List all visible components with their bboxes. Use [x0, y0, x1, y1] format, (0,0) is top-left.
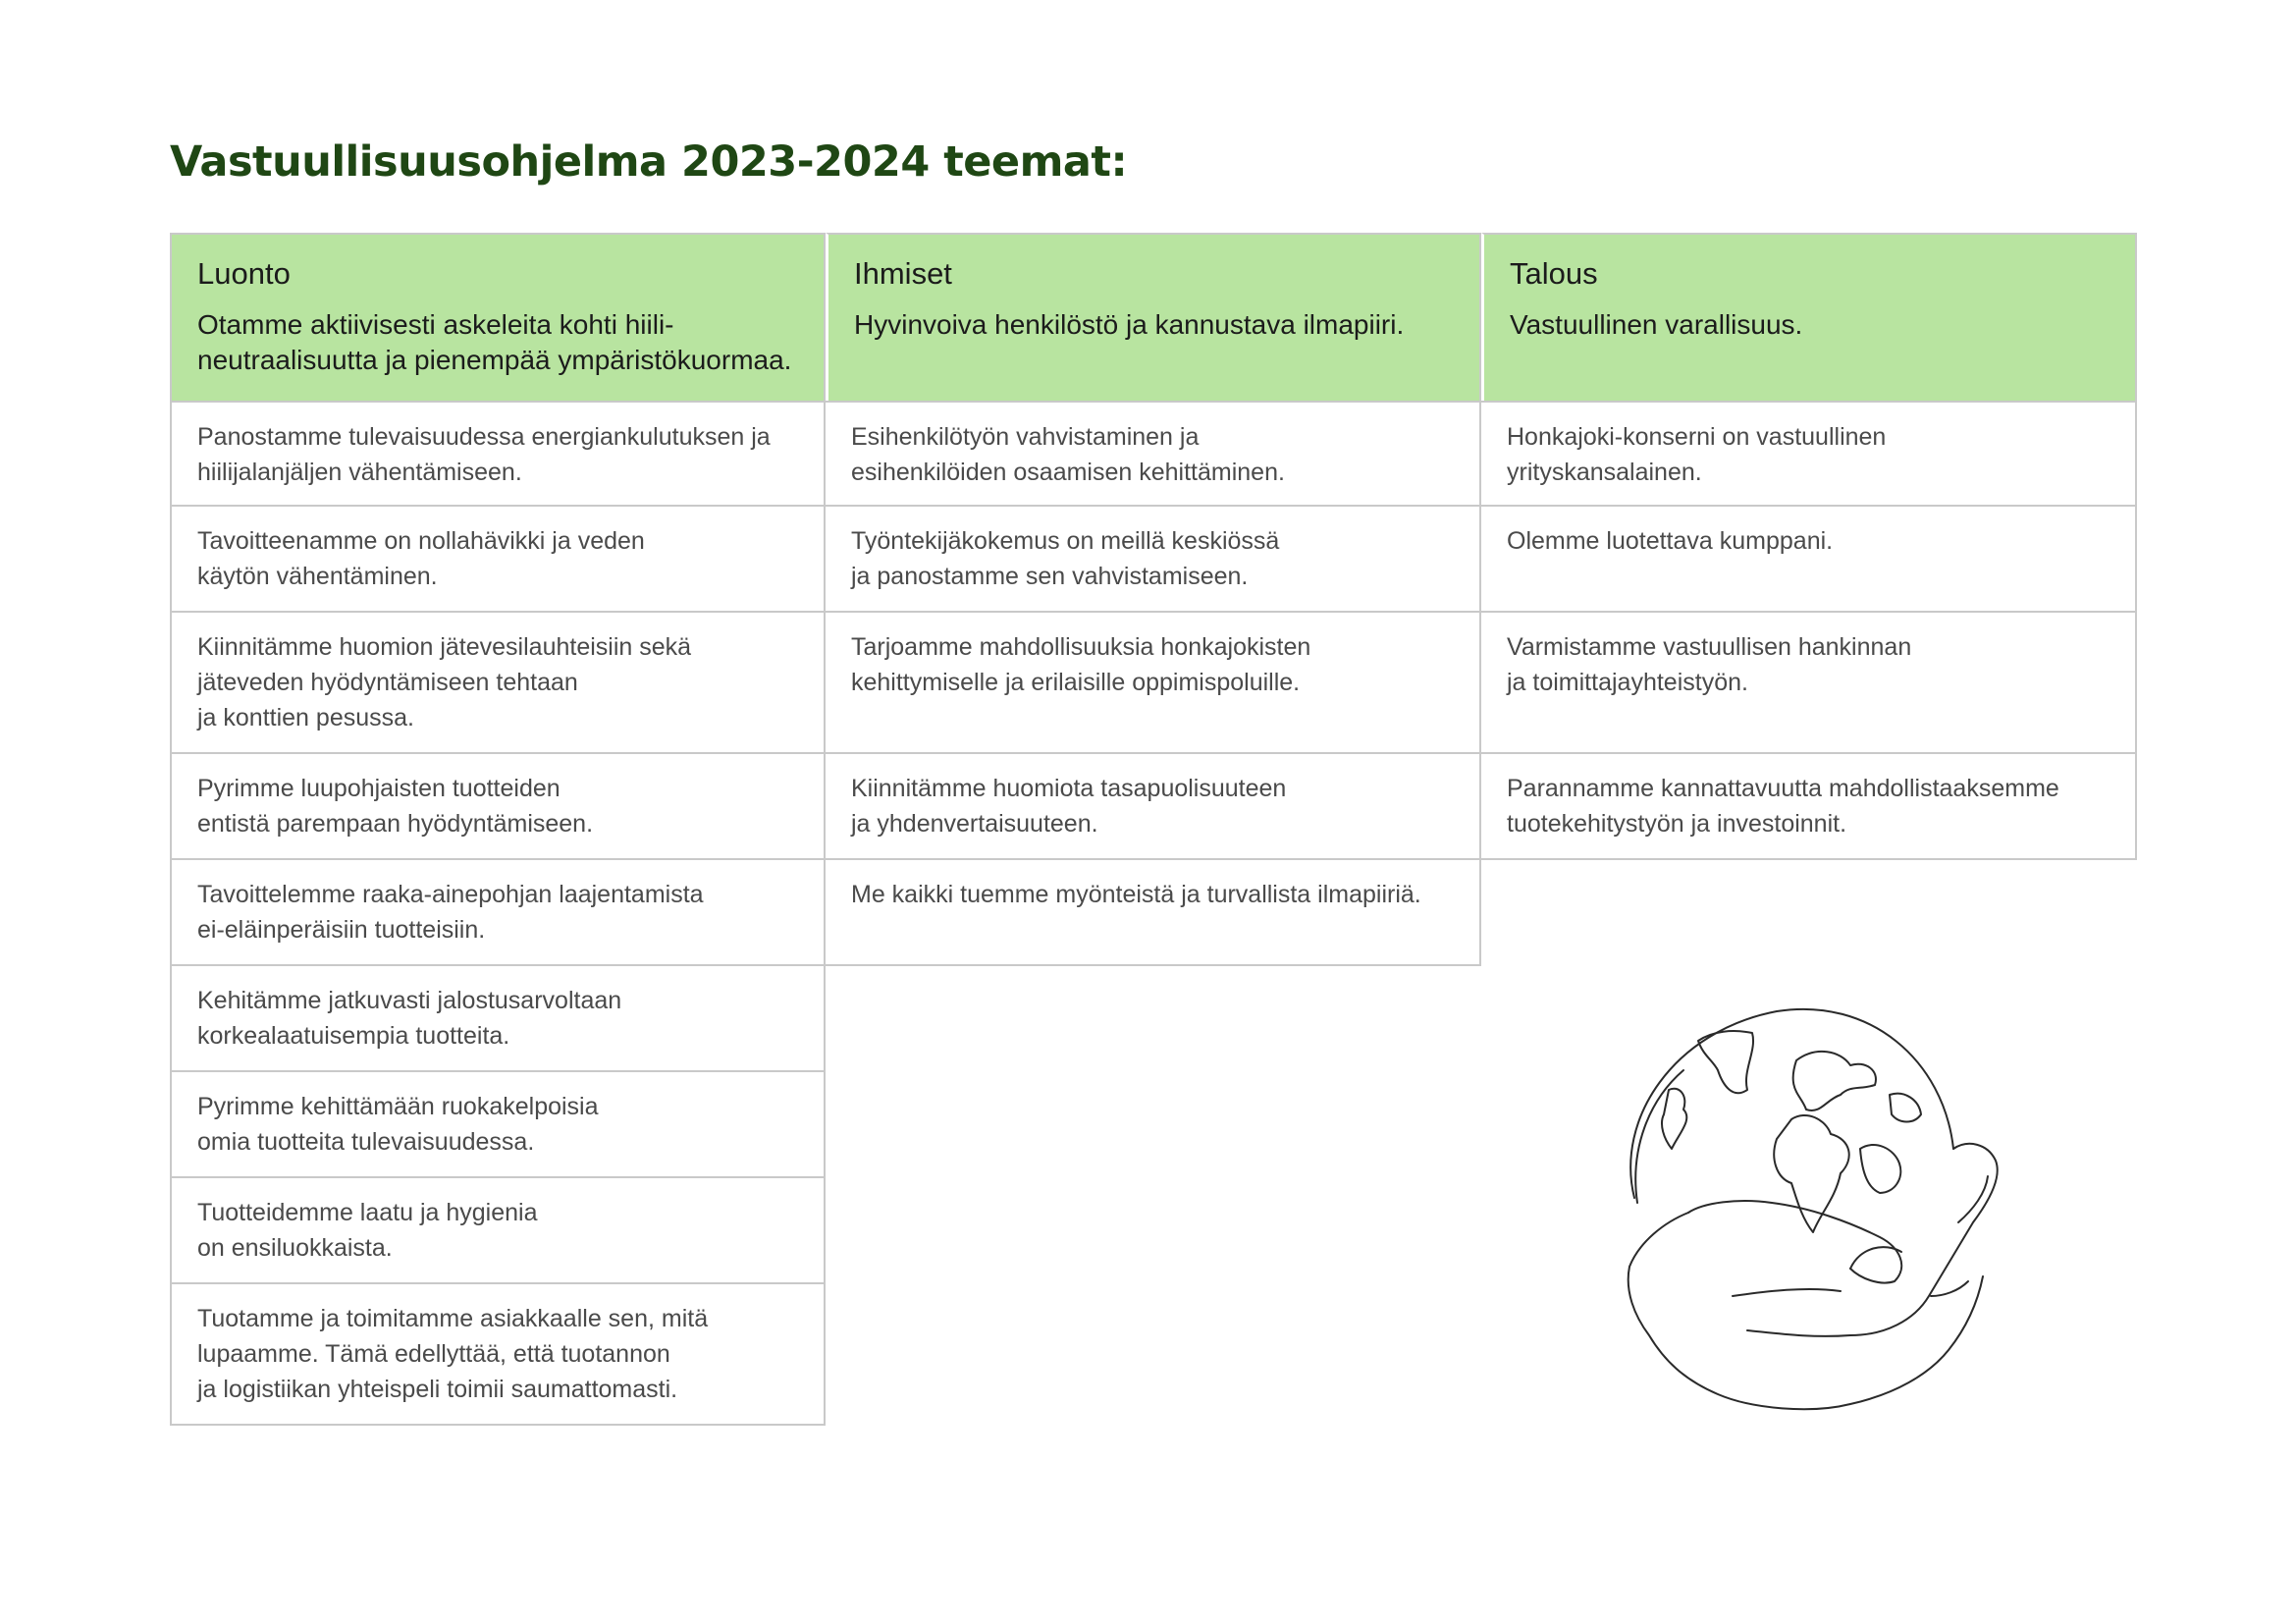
column-header [1481, 233, 2137, 401]
page-title: Vastuullisuusohjelma 2023-2024 teemat: [170, 137, 1128, 187]
table-row [170, 1178, 826, 1284]
column-theme: Luonto [197, 256, 291, 291]
table-row [1481, 401, 2137, 507]
row-text: Varmistamme vastuullisen hankinnan ja toimittajayhteistyön. [1507, 633, 1912, 696]
column-header [170, 233, 826, 401]
table-row [170, 966, 826, 1072]
row-text: Tavoitteenamme on nollahävikki ja veden käytön vähentäminen. [197, 527, 645, 590]
theme-column-talous [1481, 233, 2137, 860]
row-text: Kehitämme jatkuvasti jalostusarvoltaan korkealaatuisempia tuotteita. [197, 987, 622, 1050]
row-text: Tuotamme ja toimitamme asiakkaalle sen, mitä lupaamme. Tämä edellyttää, että tuotannon ja logistiikan yhteispeli toimii saumattomasti. [197, 1305, 709, 1403]
row-text: Pyrimme luupohjaisten tuotteiden entistä parempaan hyödyntämiseen. [197, 775, 594, 838]
column-subtitle: Hyvinvoiva henkilöstö ja kannustava ilmapiiri. [854, 309, 1405, 340]
row-text: Tuotteidemme laatu ja hygienia on ensiluokkaista. [197, 1199, 538, 1262]
table-row [826, 860, 1481, 966]
table-row [170, 860, 826, 966]
column-subtitle: Otamme aktiivisesti askeleita kohti hiili- neutraalisuutta ja pienempää ympäristökuormaa. [197, 309, 792, 375]
column-header [826, 233, 1481, 401]
row-text: Kiinnitämme huomion jätevesilauhteisiin sekä jäteveden hyödyntämiseen tehtaan ja konttien pesussa. [197, 633, 692, 731]
column-theme: Ihmiset [854, 256, 952, 291]
row-text: Tavoittelemme raaka-ainepohjan laajentamista ei-eläinperäisiin tuotteisiin. [197, 881, 704, 944]
theme-column-ihmiset [826, 233, 1481, 966]
column-subtitle: Vastuullinen varallisuus. [1510, 309, 1803, 340]
table-row [1481, 507, 2137, 613]
table-row [826, 507, 1481, 613]
row-text: Olemme luotettava kumppani. [1507, 527, 1834, 555]
table-row [170, 507, 826, 613]
column-theme: Talous [1510, 256, 1598, 291]
row-text: Tarjoamme mahdollisuuksia honkajokisten kehittymiselle ja erilaisille oppimispoluille. [851, 633, 1311, 696]
table-row [826, 613, 1481, 754]
row-text: Kiinnitämme huomiota tasapuolisuuteen ja yhdenvertaisuuteen. [851, 775, 1287, 838]
table-row [826, 401, 1481, 507]
row-text: Panostamme tulevaisuudessa energiankulutuksen ja hiilijalanjäljen vähentämiseen. [197, 423, 771, 486]
row-text: Honkajoki-konserni on vastuullinen yrityskansalainen. [1507, 423, 1887, 486]
table-row [170, 1284, 826, 1426]
table-row [1481, 754, 2137, 860]
table-row [170, 401, 826, 507]
table-row [826, 754, 1481, 860]
row-text: Me kaikki tuemme myönteistä ja turvallista ilmapiiriä. [851, 881, 1421, 908]
table-row [170, 1072, 826, 1178]
table-row [170, 754, 826, 860]
row-text: Pyrimme kehittämään ruokakelpoisia omia tuotteita tulevaisuudessa. [197, 1093, 599, 1156]
row-text: Työntekijäkokemus on meillä keskiössä ja panostamme sen vahvistamiseen. [851, 527, 1280, 590]
table-row [170, 613, 826, 754]
row-text: Esihenkilötyön vahvistaminen ja esihenkilöiden osaamisen kehittäminen. [851, 423, 1285, 486]
table-row [1481, 613, 2137, 754]
theme-column-luonto [170, 233, 826, 1426]
row-text: Parannamme kannattavuutta mahdollistaaksemme tuotekehitystyön ja investoinnit. [1507, 775, 2059, 838]
globe-in-hand-icon [1556, 1001, 2042, 1419]
